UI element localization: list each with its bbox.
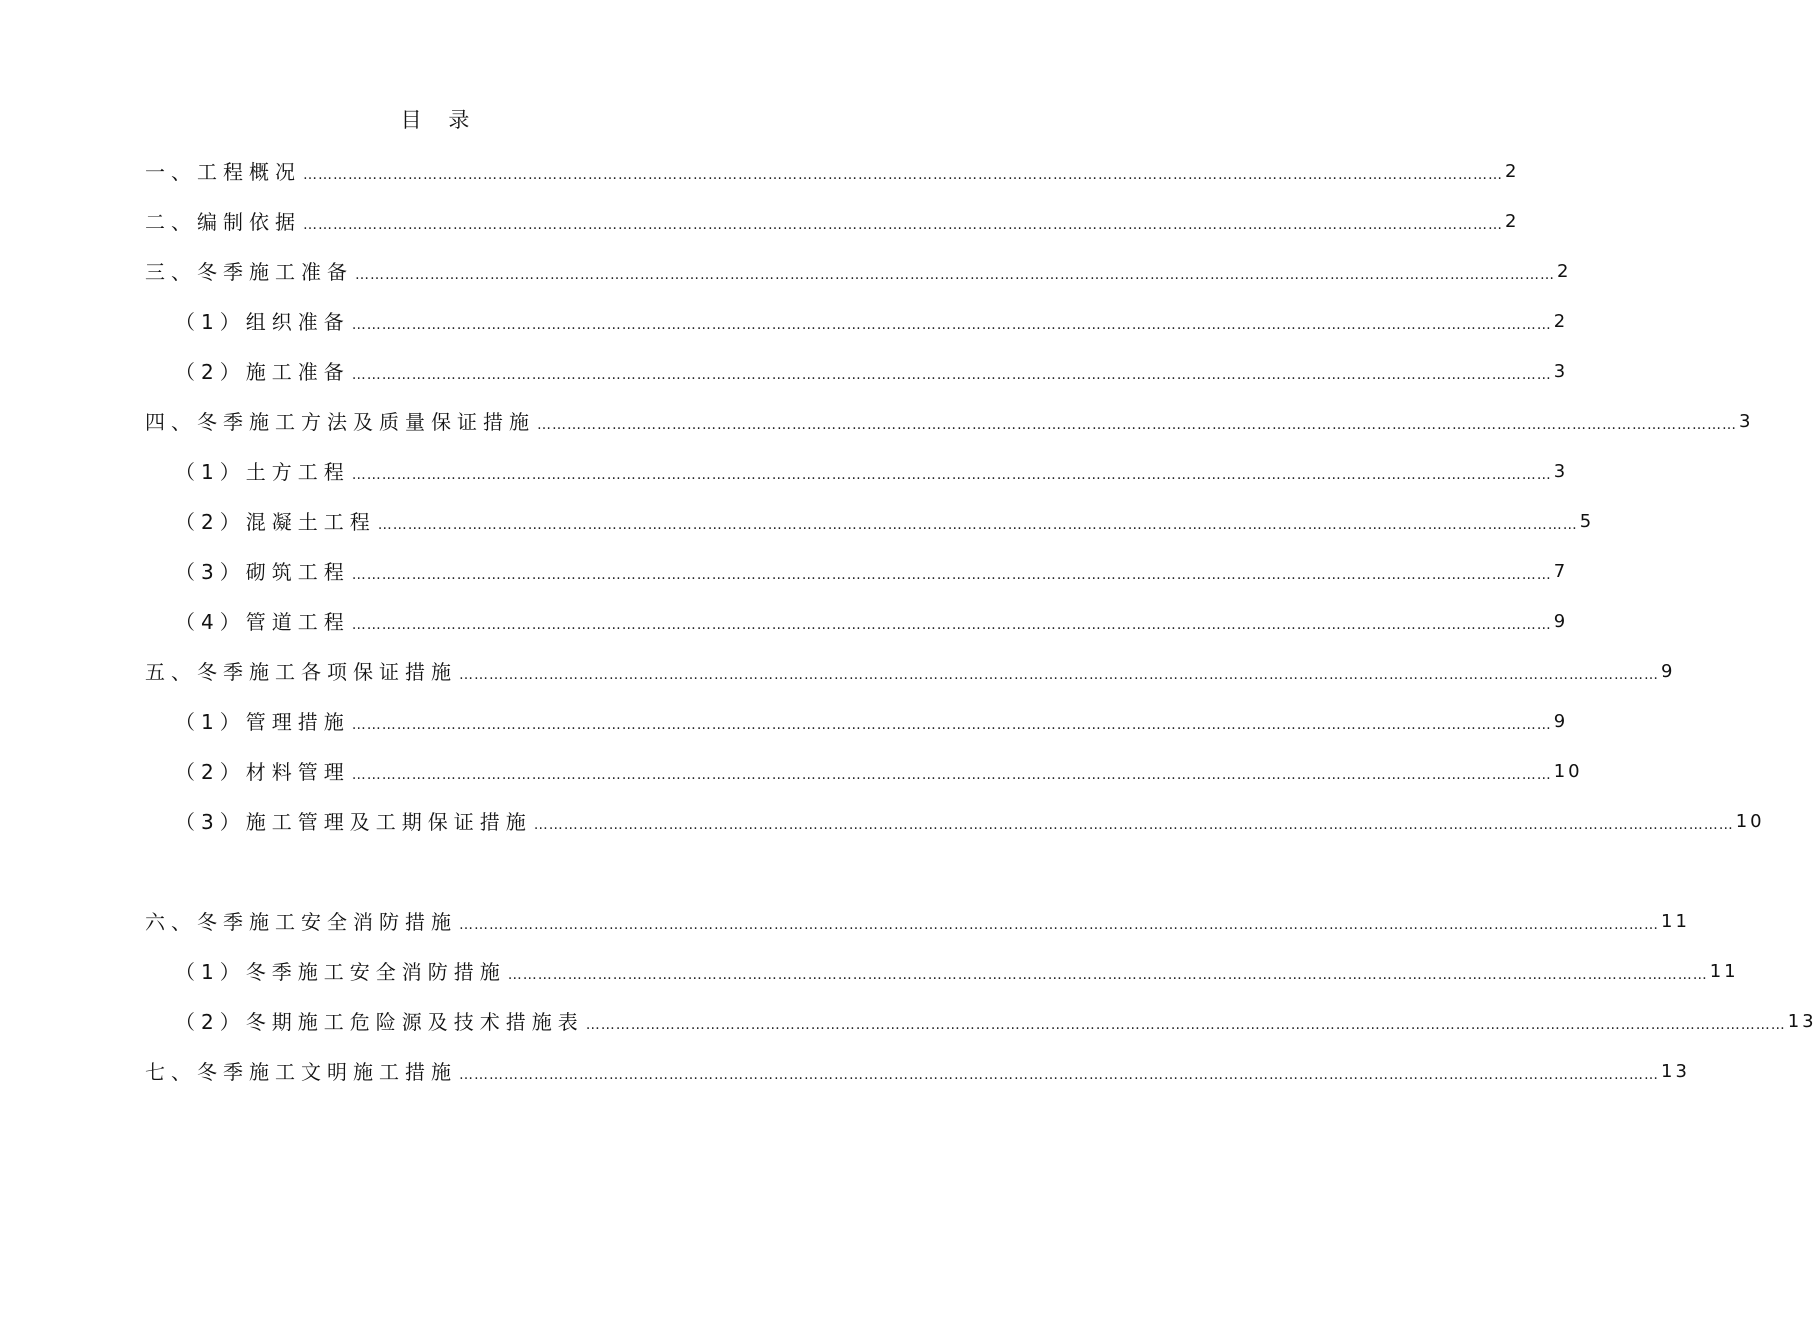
toc-entry-page: 3 [1553,361,1569,382]
toc-entry[interactable] [175,806,1765,836]
toc-entry[interactable] [175,956,1739,986]
toc-entry-page: 9 [1553,711,1569,732]
toc-entry[interactable] [145,156,1520,186]
toc-entry-page: 3 [1553,461,1569,482]
toc-entry-label: （2）混凝土工程 [175,510,376,534]
toc-entry-label: 七、冬季施工文明施工措施 [145,1060,457,1084]
toc-entry[interactable] [175,556,1569,586]
toc-leader-dots: …………………………………………………………………………………………………………………………………………………………………………………………………………………… [459,667,1659,683]
toc-leader-dots: …………………………………………………………………………………………………………………………………………………………………………………………………………………… [351,617,1552,633]
toc-entry-label: （2）施工准备 [175,360,350,384]
toc-entry-label: （1）管理措施 [175,710,350,734]
toc-title: 目 录 [400,108,480,132]
toc-entry-label: （2）材料管理 [175,760,350,784]
toc-entry-page: 2 [1557,261,1572,282]
toc-leader-dots: …………………………………………………………………………………………………………………………………………………………………………………………………………………… [351,717,1552,733]
toc-entry[interactable] [175,306,1569,336]
toc-entry[interactable] [145,256,1572,286]
toc-entry[interactable] [175,506,1595,536]
toc-leader-dots: …………………………………………………………………………………………………………………………………………………………………………………………………………………… [377,517,1578,533]
toc-entry[interactable] [145,656,1676,686]
toc-entry-label: （2）冬期施工危险源及技术措施表 [175,1010,584,1034]
toc-entry-page: 11 [1661,911,1690,932]
toc-entry-page: 3 [1739,411,1754,432]
toc-entry[interactable] [145,906,1690,936]
toc-entry-page: 13 [1661,1061,1690,1082]
toc-entry-label: （3）砌筑工程 [175,560,350,584]
toc-leader-dots: …………………………………………………………………………………………………………………………………………………………………………………………………………………… [537,417,1737,433]
toc-entry[interactable] [175,356,1569,386]
toc-leader-dots: …………………………………………………………………………………………………………………………………………………………………………………………………………………… [533,817,1734,833]
toc-entry[interactable] [175,456,1569,486]
toc-entry[interactable] [175,706,1569,736]
toc-entry-label: 四、冬季施工方法及质量保证措施 [145,410,535,434]
toc-entry[interactable] [175,756,1583,786]
toc-leader-dots: …………………………………………………………………………………………………………………………………………………………………………………………………………………… [355,267,1555,283]
toc-entry-page: 11 [1709,961,1739,982]
toc-leader-dots: …………………………………………………………………………………………………………………………………………………………………………………………………………………… [507,967,1708,983]
toc-entry[interactable] [145,206,1520,236]
toc-leader-dots: …………………………………………………………………………………………………………………………………………………………………………………………………………………… [351,467,1552,483]
toc-leader-dots: …………………………………………………………………………………………………………………………………………………………………………………………………………………… [459,1067,1659,1083]
toc-entry-page: 10 [1553,761,1583,782]
toc-entry-page: 9 [1661,661,1676,682]
toc-leader-dots: …………………………………………………………………………………………………………………………………………………………………………………………………………………… [351,367,1552,383]
toc-leader-dots: …………………………………………………………………………………………………………………………………………………………………………………………………………………… [303,167,1503,183]
toc-entry-label: 二、编制依据 [145,210,301,234]
toc-entry-label: （1）冬季施工安全消防措施 [175,960,506,984]
toc-entry-label: （1）组织准备 [175,310,350,334]
toc-entry-label: 六、冬季施工安全消防措施 [145,910,457,934]
toc-entry-page: 5 [1579,511,1595,532]
toc-leader-dots: …………………………………………………………………………………………………………………………………………………………………………………………………………………… [585,1017,1786,1033]
toc-leader-dots: …………………………………………………………………………………………………………………………………………………………………………………………………………………… [351,767,1552,783]
toc-entry[interactable] [175,606,1569,636]
toc-leader-dots: …………………………………………………………………………………………………………………………………………………………………………………………………………………… [351,567,1552,583]
toc-entry-page: 2 [1505,211,1520,232]
toc-entry-label: （1）土方工程 [175,460,350,484]
toc-entry[interactable] [175,1006,1817,1036]
toc-entry-label: 三、冬季施工准备 [145,260,353,284]
toc-leader-dots: …………………………………………………………………………………………………………………………………………………………………………………………………………………… [459,917,1659,933]
toc-entry-page: 13 [1787,1011,1817,1032]
toc-entry[interactable] [145,1056,1690,1086]
toc-entry[interactable] [145,406,1754,436]
toc-entry-page: 2 [1553,311,1569,332]
toc-entry-page: 2 [1505,161,1520,182]
toc-entry-page: 9 [1553,611,1569,632]
toc-entry-label: 一、工程概况 [145,160,301,184]
toc-leader-dots: …………………………………………………………………………………………………………………………………………………………………………………………………………………… [303,217,1503,233]
toc-entry-page: 7 [1553,561,1569,582]
toc-entry-label: （4）管道工程 [175,610,350,634]
toc-entry-label: （3）施工管理及工期保证措施 [175,810,532,834]
toc-leader-dots: …………………………………………………………………………………………………………………………………………………………………………………………………………………… [351,317,1552,333]
toc-entry-label: 五、冬季施工各项保证措施 [145,660,457,684]
toc-entry-page: 10 [1735,811,1765,832]
